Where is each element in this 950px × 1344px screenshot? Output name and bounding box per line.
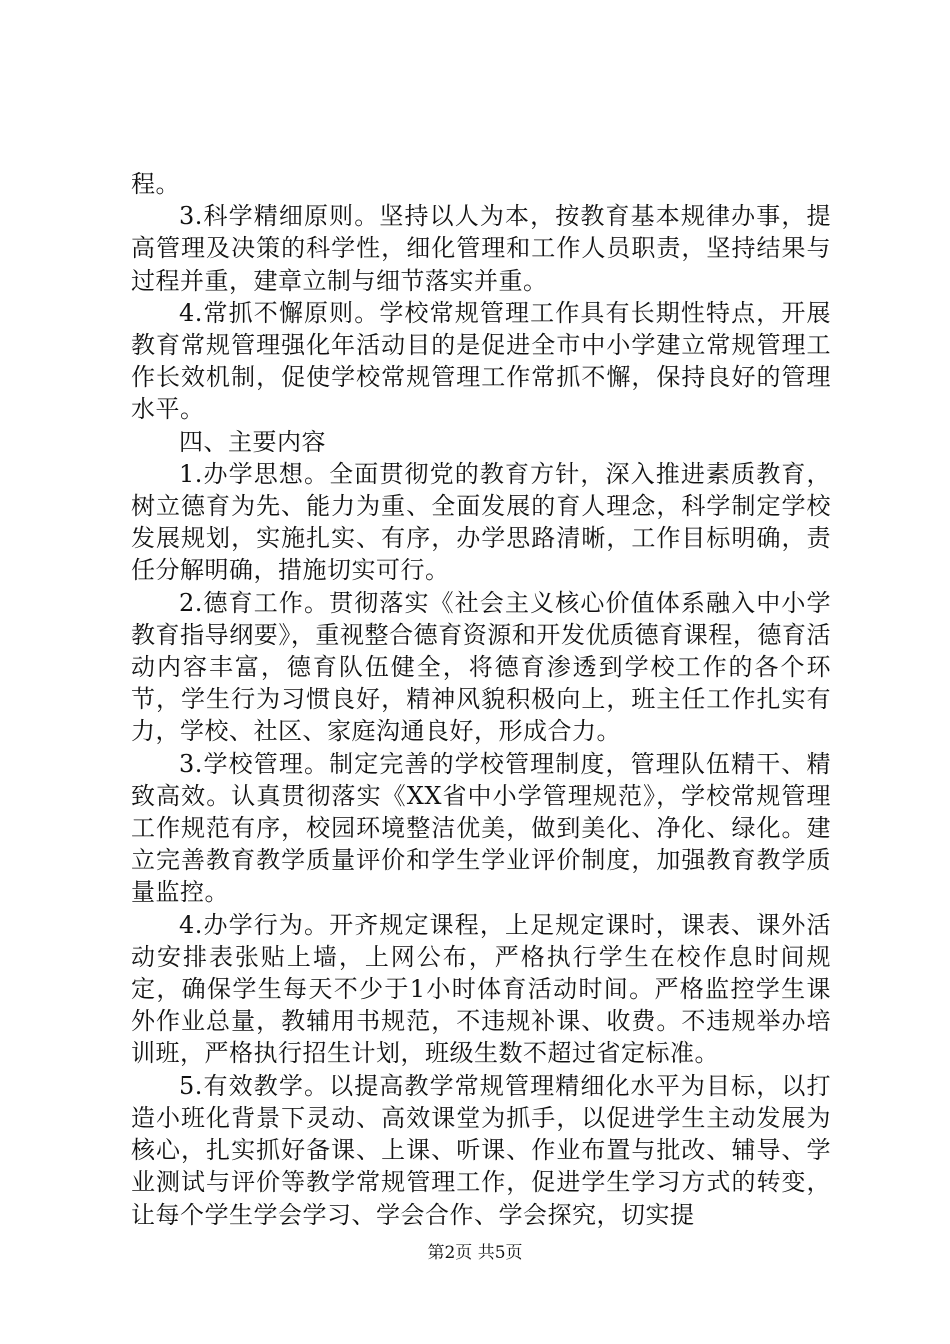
paragraph-item-3: 3.学校管理。制定完善的学校管理制度，管理队伍精干、精致高效。认真贯彻落实《XX省中小学管理规范》，学校常规管理工作规范有序，校园环境整洁优美，做到美化、净化、绿化。建立完善教育教学质量评价和学生学业评价制度，加强教育教学质量监控。	[131, 749, 831, 907]
page-footer: 第2页 共5页	[427, 1243, 523, 1263]
paragraph-item-5: 5.有效教学。以提高教学常规管理精细化水平为目标，以打造小班化背景下灵动、高效课堂为抓手，以促进学生主动发展为核心，扎实抓好备课、上课、听课、作业布置与批改、辅导、学业测试与评价等教学常规管理工作，促进学生学习方式的转变，让每个学生学会学习、学会合作、学会探究，切实提	[131, 1071, 831, 1229]
paragraph-item-1: 1.办学思想。全面贯彻党的教育方针，深入推进素质教育，树立德育为先、能力为重、全面发展的育人理念，科学制定学校发展规划，实施扎实、有序，办学思路清晰，工作目标明确，责任分解明确，措施切实可行。	[131, 459, 831, 585]
paragraph-item-4: 4.办学行为。开齐规定课程，上足规定课时，课表、课外活动安排表张贴上墙，上网公布，严格执行学生在校作息时间规定，确保学生每天不少于1小时体育活动时间。严格监控学生课外作业总量，教辅用书规范，不违规补课、收费。不违规举办培训班，严格执行招生计划，班级生数不超过省定标准。	[131, 910, 831, 1068]
section-heading-main-content: 四、主要内容	[179, 427, 326, 456]
paragraph-continuation: 程。	[131, 170, 180, 198]
document-body	[131, 168, 831, 1231]
paragraph-principle-4: 4.常抓不懈原则。学校常规管理工作具有长期性特点，开展教育常规管理强化年活动目的是促进全市中小学建立常规管理工作长效机制，促使学校常规管理工作常抓不懈，保持良好的管理水平。	[131, 298, 831, 424]
paragraph-principle-3: 3.科学精细原则。坚持以人为本，按教育基本规律办事，提高管理及决策的科学性，细化管理和工作人员职责，坚持结果与过程并重，建章立制与细节落实并重。	[131, 202, 831, 295]
paragraph-item-2: 2.德育工作。贯彻落实《社会主义核心价值体系融入中小学教育指导纲要》，重视整合德育资源和开发优质德育课程，德育活动内容丰富，德育队伍健全，将德育渗透到学校工作的各个环节，学生行为习惯良好，精神风貌积极向上，班主任工作扎实有力，学校、社区、家庭沟通良好，形成合力。	[131, 588, 831, 746]
